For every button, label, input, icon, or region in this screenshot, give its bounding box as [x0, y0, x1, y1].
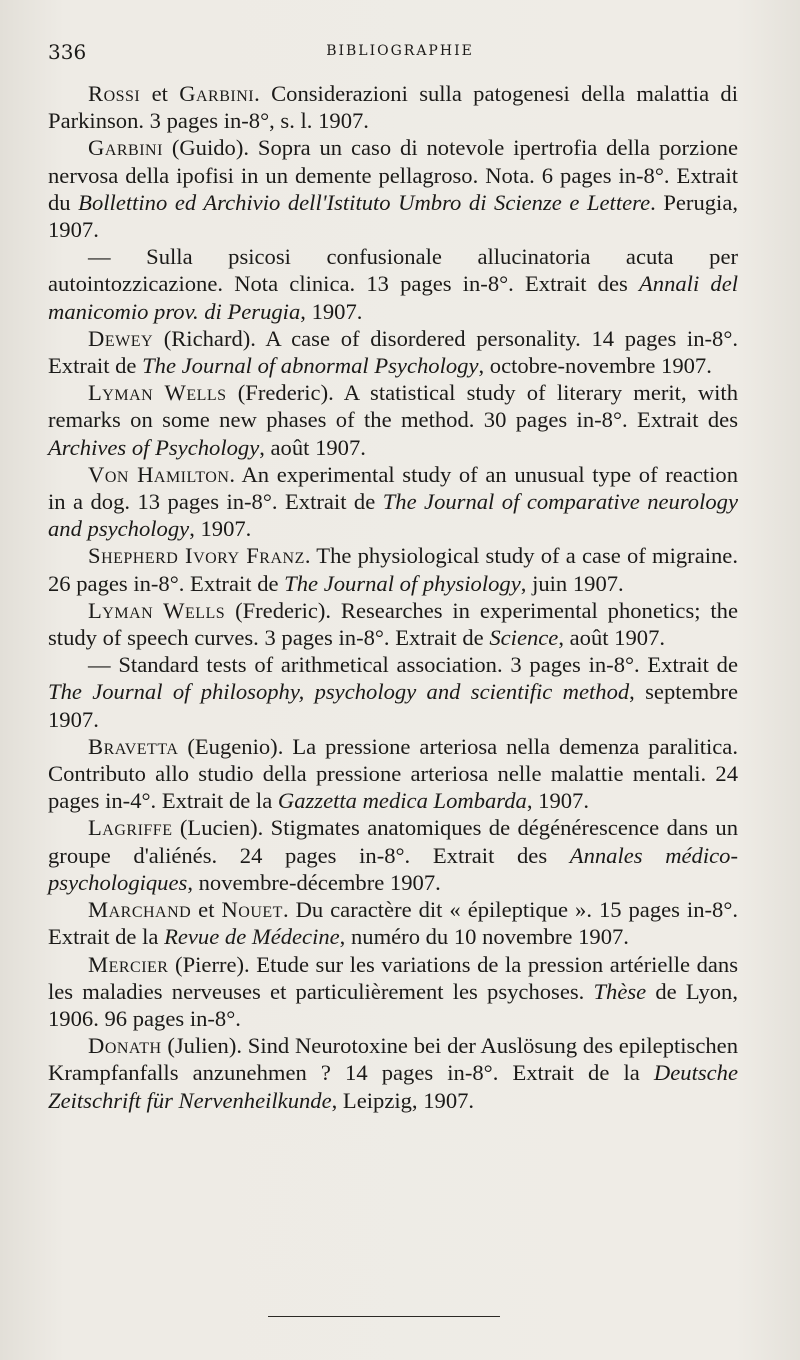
author-name: Nouet: [221, 897, 283, 923]
bibliography-entry: [48, 814, 738, 896]
entry-text: (Richard). A case of disordered personality. 14 pages in-8°. Extrait de: [48, 325, 738, 379]
author-name: Lyman Wells: [88, 597, 226, 623]
source-title: Annali del manicomio prov. di Perugia: [48, 271, 738, 324]
bibliography-entry: [48, 379, 738, 461]
entry-text: (Guido). Sopra un caso di notevole ipertrofia della porzione nervosa della ipofisi in un demente pellagroso. Nota. 6 pages in-8°. Extrait du: [48, 135, 738, 215]
bibliography-entry: [48, 80, 738, 134]
source-title: The Journal of physiology: [284, 570, 521, 596]
source-title: Revue de Médecine: [164, 924, 340, 950]
entry-text: et: [140, 81, 180, 106]
bibliography-entry: [48, 1032, 738, 1114]
running-title: BIBLIOGRAPHIE: [326, 43, 474, 59]
author-name: Lagriffe: [88, 815, 173, 841]
entry-text: (Lucien). Stigmates anatomiques de dégénérescence dans un groupe d'aliénés. 24 pages in-8°. Extrait des: [48, 815, 738, 868]
author-name: Garbini: [88, 135, 163, 161]
bibliography-entry: [48, 597, 738, 651]
source-title: Archives of Psychology: [48, 434, 260, 460]
bibliography-entry: [48, 134, 738, 243]
bibliography-entry: [48, 461, 738, 543]
entry-text: — Sulla psicosi confusionale allucinatoria acuta per autointozzicazione. Nota clinica. 13 pages in-8°. Extrait des: [48, 244, 738, 297]
bibliography-entry: [48, 542, 738, 596]
source-title: The Journal of philosophy, psychology and scientific method: [48, 679, 630, 705]
source-title: The Journal of comparative neurology and psychology: [48, 489, 738, 542]
entry-tail: de Lyon, 1906. 96 pages in-8°.: [48, 978, 738, 1031]
entry-tail: , numéro du 10 novembre 1907.: [339, 924, 629, 950]
entry-text: (Frederic). Researches in experimental phonetics; the study of speech curves. 3 pages in-8°. Extrait de: [48, 597, 738, 651]
entry-tail: . Perugia, 1907.: [48, 189, 739, 243]
entry-text: . Du caractère dit « épileptique ». 15 pages in-8°. Extrait de la: [48, 897, 738, 950]
entry-tail: , juin 1907.: [520, 570, 624, 596]
bibliography-entry: [48, 243, 738, 325]
source-title: Science: [489, 625, 559, 651]
source-title: Deutsche Zeitschrift für Nervenheilkunde: [48, 1060, 738, 1113]
entry-tail: , Leipzig, 1907.: [331, 1087, 475, 1113]
source-title: Annales médico-psychologiques: [48, 842, 738, 895]
author-name: Donath: [88, 1033, 162, 1059]
bibliography-entry: [48, 951, 738, 1033]
entry-tail: , octobre-novembre 1907.: [478, 353, 712, 379]
author-name: Garbini: [179, 81, 255, 106]
bibliography-entry: [48, 651, 738, 733]
author-name: Lyman Wells: [88, 380, 227, 406]
author-name: Marchand: [88, 897, 192, 923]
bibliography-entry: [48, 733, 738, 815]
author-name: Mercier: [88, 951, 169, 977]
author-name: Shepherd Ivory Franz: [88, 543, 305, 569]
entry-tail: , septembre 1907.: [48, 679, 738, 732]
bibliography-list: [48, 80, 738, 1114]
entry-tail: , 1907.: [189, 516, 252, 542]
bibliography-entry: [48, 325, 738, 379]
entry-text: . An experimental study of an unusual type of reaction in a dog. 13 pages in-8°. Extrait de: [48, 461, 739, 515]
page-number: 336: [48, 40, 87, 64]
entry-tail: , août 1907.: [558, 625, 666, 651]
entry-text: (Julien). Sind Neurotoxine bei der Auslösung des epileptischen Krampfanfalls anzunehmen ? 14 pages in-8°. Extrait de la: [48, 1033, 738, 1086]
entry-tail: , août 1907.: [259, 434, 366, 460]
author-name: Bravetta: [88, 733, 179, 759]
bibliography-entry: [48, 896, 738, 950]
entry-text: . Considerazioni sulla patogenesi della malattia di Parkinson. 3 pages in-8°, s. l. 1907.: [48, 81, 738, 134]
author-name: Dewey: [88, 325, 154, 351]
entry-tail: , novembre-décembre 1907.: [187, 869, 441, 895]
closing-rule: [268, 1316, 500, 1317]
running-head: [48, 40, 752, 70]
entry-tail: , 1907.: [526, 788, 589, 814]
entry-text: (Eugenio). La pressione arteriosa nella demenza paralitica. Contributo allo studio della pressione arteriosa nelle malattie mentali. 24 pages in-4°. Extrait de la: [48, 733, 738, 814]
entry-text: (Pierre). Etude sur les variations de la pression artérielle dans les maladies nerveuses et particulièrement les psychoses.: [48, 951, 738, 1004]
source-title: Thèse: [593, 978, 647, 1004]
entry-text: . The physiological study of a case of migraine. 26 pages in-8°. Extrait de: [48, 543, 738, 596]
entry-text: et: [191, 897, 222, 923]
entry-text: (Frederic). A statistical study of literary merit, with remarks on some new phases of the method. 30 pages in-8°. Extrait des: [48, 380, 738, 433]
author-name: Rossi: [88, 81, 141, 106]
source-title: Bollettino ed Archivio dell'Istituto Umbro di Scienze e Lettere: [78, 189, 651, 215]
source-title: Gazzetta medica Lombarda: [277, 788, 527, 814]
entry-text: — Standard tests of arithmetical association. 3 pages in-8°. Extrait de: [88, 652, 738, 678]
entry-tail: , 1907.: [300, 298, 363, 324]
author-name: Von Hamilton: [88, 461, 230, 487]
source-title: The Journal of abnormal Psychology: [142, 353, 479, 379]
